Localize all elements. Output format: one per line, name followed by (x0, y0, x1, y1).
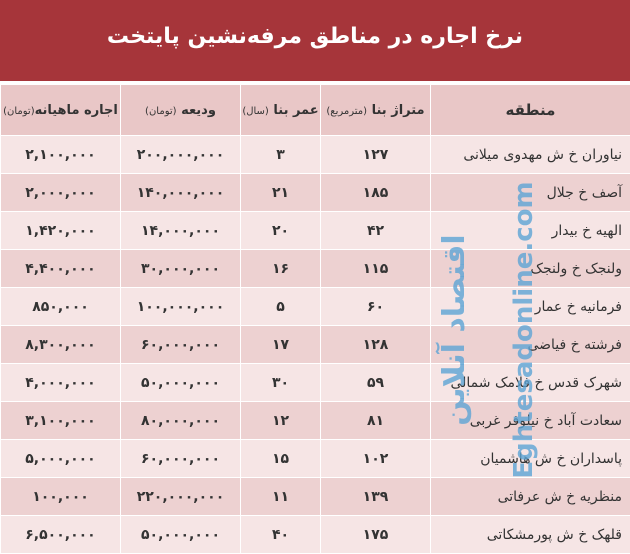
column-header-rent: اجاره ماهیانه(تومان) (1, 85, 121, 136)
table-body (1, 136, 630, 554)
cell-deposit: ۸۰,۰۰۰,۰۰۰ (121, 402, 241, 440)
cell-deposit: ۶۰,۰۰۰,۰۰۰ (121, 326, 241, 364)
cell-size: ۱۰۲ (321, 440, 431, 478)
cell-age: ۲۰ (241, 212, 321, 250)
cell-age: ۳ (241, 136, 321, 174)
cell-deposit: ۲۰۰,۰۰۰,۰۰۰ (121, 136, 241, 174)
cell-age: ۱۱ (241, 478, 321, 516)
cell-age: ۵ (241, 288, 321, 326)
cell-area: الهیه خ بیدار (431, 212, 630, 250)
cell-rent: ۸۵۰,۰۰۰ (1, 288, 121, 326)
cell-age: ۱۵ (241, 440, 321, 478)
cell-size: ۴۲ (321, 212, 431, 250)
cell-rent: ۱۰۰,۰۰۰ (1, 478, 121, 516)
cell-deposit: ۱۴۰,۰۰۰,۰۰۰ (121, 174, 241, 212)
table-row (1, 440, 630, 478)
cell-area: ولنجک خ ولنجک (431, 250, 630, 288)
cell-area: قلهک خ ش پورمشکاتی (431, 516, 630, 554)
table-row (1, 136, 630, 174)
table-row (1, 250, 630, 288)
cell-rent: ۴,۴۰۰,۰۰۰ (1, 250, 121, 288)
watermark-text-persian: اقتصاد آنلاین (435, 234, 472, 425)
cell-age: ۴۰ (241, 516, 321, 554)
cell-rent: ۲,۱۰۰,۰۰۰ (1, 136, 121, 174)
cell-deposit: ۲۲۰,۰۰۰,۰۰۰ (121, 478, 241, 516)
cell-area: آصف خ جلال (431, 174, 630, 212)
cell-age: ۱۲ (241, 402, 321, 440)
title-banner (0, 0, 630, 84)
cell-deposit: ۶۰,۰۰۰,۰۰۰ (121, 440, 241, 478)
cell-size: ۱۱۵ (321, 250, 431, 288)
table-row (1, 174, 630, 212)
table-row (1, 364, 630, 402)
cell-size: ۸۱ (321, 402, 431, 440)
column-header-area: منطقه (431, 85, 630, 136)
column-header-deposit: ودیعه (تومان) (121, 85, 241, 136)
cell-area: فرشته خ فیاضی (431, 326, 630, 364)
cell-rent: ۱,۴۲۰,۰۰۰ (1, 212, 121, 250)
cell-size: ۱۳۹ (321, 478, 431, 516)
table-row (1, 516, 630, 554)
cell-rent: ۲,۰۰۰,۰۰۰ (1, 174, 121, 212)
table-header-row (1, 85, 630, 136)
cell-deposit: ۵۰,۰۰۰,۰۰۰ (121, 516, 241, 554)
cell-size: ۱۸۵ (321, 174, 431, 212)
table-row (1, 326, 630, 364)
cell-rent: ۶,۵۰۰,۰۰۰ (1, 516, 121, 554)
cell-rent: ۴,۰۰۰,۰۰۰ (1, 364, 121, 402)
column-header-age: عمر بنا (سال) (241, 85, 321, 136)
cell-size: ۶۰ (321, 288, 431, 326)
table-row (1, 288, 630, 326)
cell-deposit: ۵۰,۰۰۰,۰۰۰ (121, 364, 241, 402)
cell-size: ۱۲۷ (321, 136, 431, 174)
cell-age: ۲۱ (241, 174, 321, 212)
cell-size: ۵۹ (321, 364, 431, 402)
cell-area: پاسداران خ ش هاشمیان (431, 440, 630, 478)
cell-deposit: ۱۰۰,۰۰۰,۰۰۰ (121, 288, 241, 326)
cell-area: فرمانیه خ عمار (431, 288, 630, 326)
page-title: نرخ اجاره در مناطق مرفه‌نشین پایتخت (0, 24, 630, 49)
watermark-text-latin: Eghtesadonline.com (509, 181, 539, 478)
table-row (1, 212, 630, 250)
cell-area: منظریه خ ش عرفاتی (431, 478, 630, 516)
cell-deposit: ۳۰,۰۰۰,۰۰۰ (121, 250, 241, 288)
cell-rent: ۸,۳۰۰,۰۰۰ (1, 326, 121, 364)
cell-deposit: ۱۴,۰۰۰,۰۰۰ (121, 212, 241, 250)
cell-size: ۱۲۸ (321, 326, 431, 364)
rent-table (0, 84, 630, 554)
cell-size: ۱۷۵ (321, 516, 431, 554)
column-header-size: متراژ بنا (مترمربع) (321, 85, 431, 136)
cell-area: سعادت آباد خ نیلوفر غربی (431, 402, 630, 440)
cell-rent: ۵,۰۰۰,۰۰۰ (1, 440, 121, 478)
cell-age: ۱۷ (241, 326, 321, 364)
cell-area: شهرک قدس خ فلامک شمالی (431, 364, 630, 402)
table-row (1, 478, 630, 516)
cell-age: ۱۶ (241, 250, 321, 288)
cell-rent: ۳,۱۰۰,۰۰۰ (1, 402, 121, 440)
table-row (1, 402, 630, 440)
cell-area: نیاوران خ ش مهدوی میلانی (431, 136, 630, 174)
cell-age: ۳۰ (241, 364, 321, 402)
